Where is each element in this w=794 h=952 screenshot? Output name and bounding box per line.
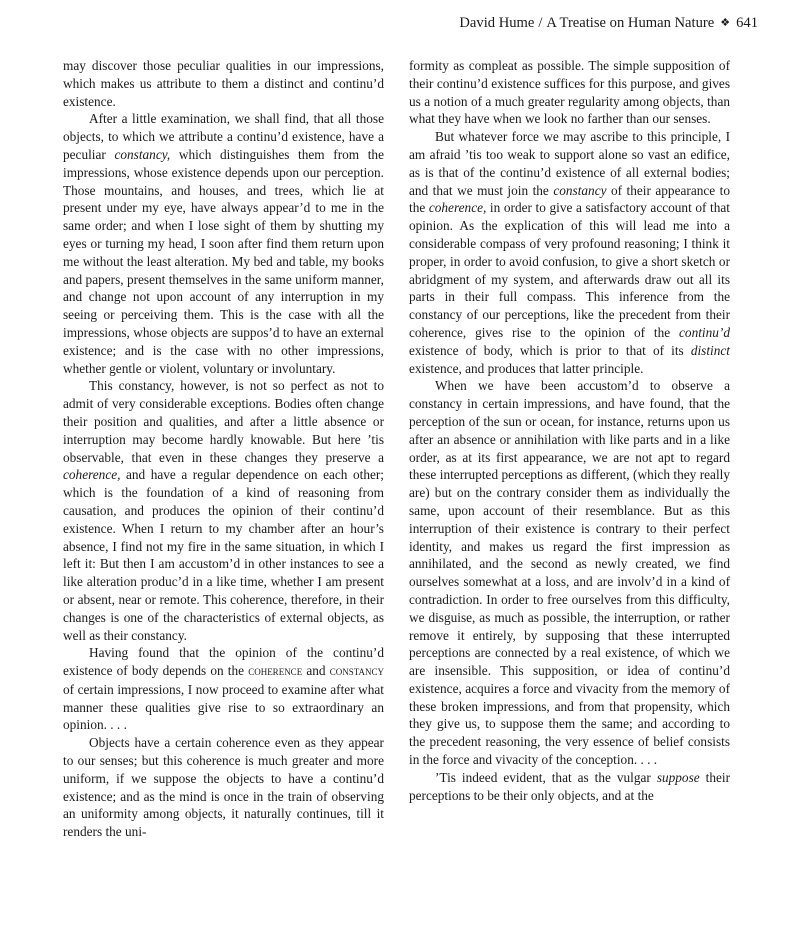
emphasis: continu’d <box>679 324 730 340</box>
emphasis: constancy, <box>114 146 171 162</box>
emphasis: coherence, <box>428 200 487 216</box>
paragraph: But whatever force we may ascribe to this principle, I am afraid ’tis too weak to support alone so vast an edifice, as is that of the continu’d existence of all external bodies; and that we must join the constancy of their appearance to the coherence, in order to give a satisfactory account of that opinion. As the explication of this will lead me into a considerable compass of very profound reasoning; I think it proper, in order to avoid confusion, to give a short sketch or abridgment of my system, and afterwards draw out all its parts in their full compass. This inference from the constancy of our perceptions, like the precedent from their coherence, gives rise to the opinion of the continu’d existence of body, which is prior to that of its distinct existence, and produces that latter principle. <box>409 129 730 376</box>
paragraph: may discover those peculiar qualities in our impressions, which makes us attribute to them a distinct and continu’d existence. <box>63 58 384 109</box>
running-head <box>36 14 758 33</box>
header-separator: / <box>538 15 543 31</box>
small-caps-term: constancy <box>329 664 384 679</box>
paragraph: When we have been accustom’d to observe a constancy in certain impressions, and have found, that the perception of the sun or ocean, for instance, returns upon us after an absence or annihilation with like parts and in a like order, as at its first appearance, we are not apt to regard these interrupted perceptions as different, (which they really are) but on the contrary consider them as individually the same, upon account of their resemblance. But as this interruption of their existence is contrary to their perfect identity, and makes us regard the first impression as annihilated, and the second as newly created, we find ourselves somewhat at a loss, and are involv’d in a kind of contradiction. In order to free ourselves from this difficulty, we disguise, as much as possible, the interruption, or rather remove it entirely, by supposing that these interrupted perceptions are connected by a real existence, of which we are insensible. This supposition, or idea of continu’d existence, acquires a force and vivacity from the memory of these broken impressions, and from that propensity, which they give us, to suppose them the same; and according to the precedent reasoning, the very essence of belief consists in the force and vivacity of the conception. . . . <box>409 378 730 768</box>
header-title: A Treatise on Human Nature <box>546 15 715 31</box>
right-column <box>409 57 730 804</box>
paragraph: ’Tis indeed evident, that as the vulgar suppose their perceptions to be their only objects, and at the <box>409 769 730 803</box>
paragraph: Objects have a certain coherence even as they appear to our senses; but this coherence is much greater and more uniform, if we suppose the objects to have a continu’d existence; and as the mind is once in the train of observing an uniformity among objects, it naturally continues, till it renders the uni- <box>63 735 384 840</box>
left-column <box>63 57 384 841</box>
emphasis: constancy <box>553 182 607 198</box>
small-caps-term: coherence <box>248 664 303 679</box>
header-author: David Hume <box>459 15 535 31</box>
page-number: 641 <box>736 15 758 31</box>
ornament-icon: ❖ <box>720 17 731 29</box>
paragraph: After a little examination, we shall find, that all those objects, to which we attribute a continu’d existence, have a peculiar constancy, which distinguishes them from the impressions, whose existence depends upon our perception. Those mountains, and houses, and trees, which lie at present under my eye, have always appear’d to me in the same order; and when I lose sight of them by shutting my eyes or turning my head, I soon after find them return upon me without the least alteration. My bed and table, my books and papers, present themselves in the same uniform manner, and change not upon account of any interruption in my seeing or perceiving them. This is the case with all the impressions, whose objects are suppos’d to have an external existence; and is the case with no other impressions, whether gentle or violent, voluntary or involuntary. <box>63 111 384 376</box>
emphasis: suppose <box>656 769 700 785</box>
emphasis: coherence, <box>63 467 121 483</box>
paragraph: formity as compleat as possible. The simple supposition of their continu’d existence suffices for this purpose, and gives us a notion of a much greater regularity among objects, than what they have when we look no farther than our senses. <box>409 58 730 127</box>
emphasis: distinct <box>690 342 730 358</box>
paragraph: Having found that the opinion of the continu’d existence of body depends on the coherence and constancy of certain impressions, I now proceed to examine after what manner these qualities give rise to so extraordinary an opinion. . . . <box>63 645 384 733</box>
paragraph: This constancy, however, is not so perfect as not to admit of very considerable exceptions. Bodies often change their position and qualities, and after a little absence or interruption may become hardly knowable. But here ’tis observable, that even in these changes they preserve a coherence, and have a regular dependence on each other; which is the foundation of a kind of reasoning from causation, and produces the opinion of their continu’d existence. When I return to my chamber after an hour’s absence, I find not my fire in the same situation, in which I left it: But then I am accustom’d in other instances to see a like alteration produc’d in a like time, whether I am present or absent, near or remote. This coherence, therefore, in their changes is one of the characteristics of external objects, as well as their constancy. <box>63 378 384 643</box>
